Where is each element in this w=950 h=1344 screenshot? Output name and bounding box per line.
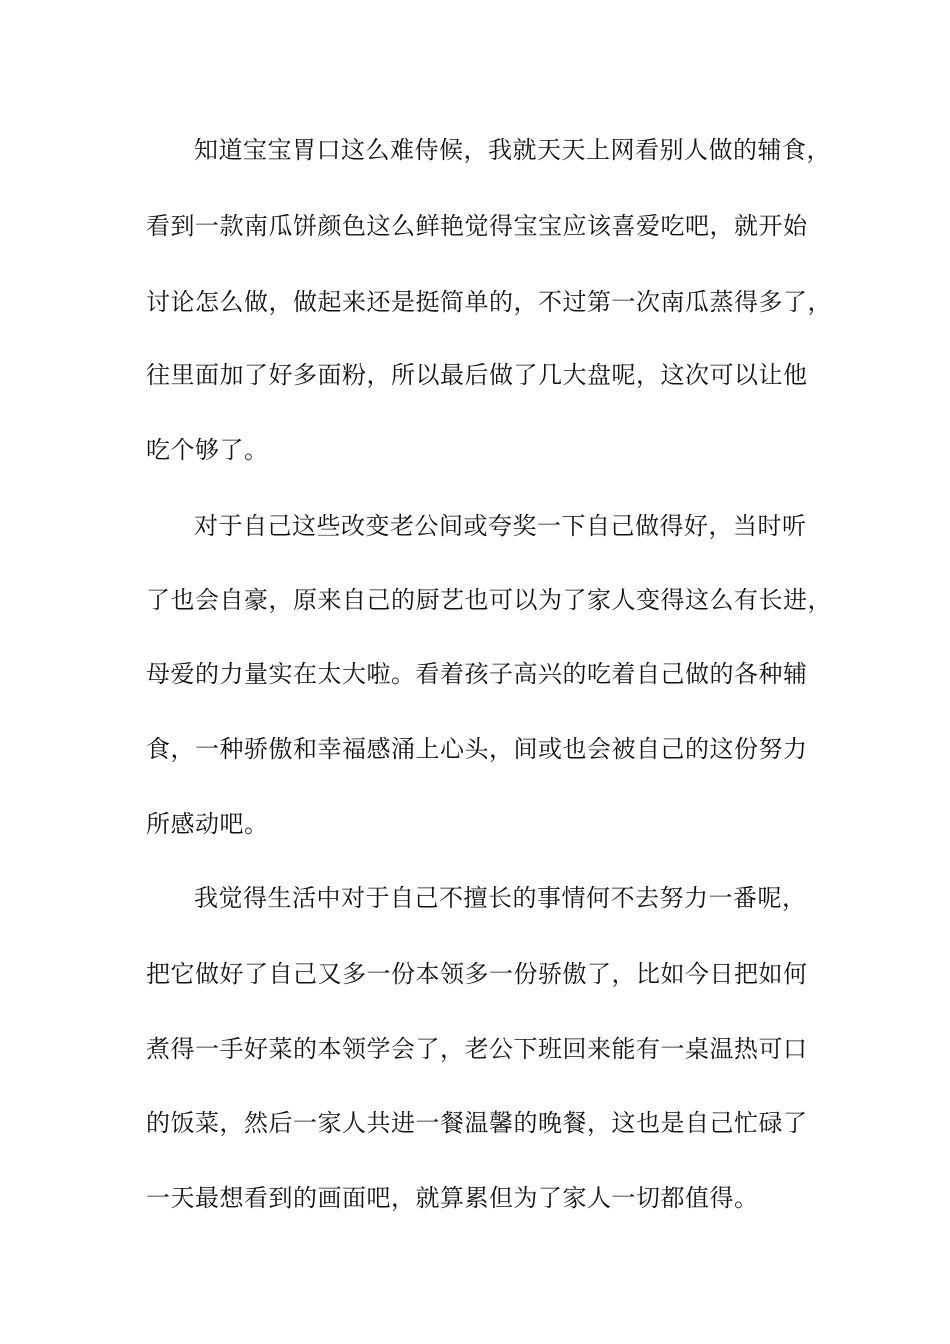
- paragraph-2-line-1: 对于自己这些改变老公间或夸奖一下自己做得好，当时听: [194, 512, 807, 540]
- paragraph-3-line-3: 煮得一手好菜的本领学会了，老公下班回来能有一桌温热可口: [146, 1035, 808, 1063]
- paragraph-2-line-3: 母爱的力量实在太大啦。看着孩子高兴的吃着自己做的各种辅: [146, 660, 808, 688]
- paragraph-2-line-5: 所感动吧。: [146, 810, 269, 838]
- paragraph-2-line-2: 了也会自豪，原来自己的厨艺也可以为了家人变得这么有长进，: [146, 586, 832, 614]
- paragraph-3-line-2: 把它做好了自己又多一份本领多一份骄傲了，比如今日把如何: [146, 960, 808, 988]
- paragraph-1-line-1: 知道宝宝胃口这么难侍候，我就天天上网看别人做的辅食，: [194, 136, 831, 164]
- paragraph-1-line-3: 讨论怎么做，做起来还是挺简单的，不过第一次南瓜蒸得多了，: [146, 288, 832, 316]
- paragraph-1-line-5: 吃个够了。: [146, 436, 269, 464]
- paragraph-1-line-4: 往里面加了好多面粉，所以最后做了几大盘呢，这次可以让他: [146, 361, 808, 389]
- paragraph-3-line-5: 一天最想看到的画面吧，就算累但为了家人一切都值得。: [146, 1184, 759, 1212]
- paragraph-3-line-1: 我觉得生活中对于自己不擅长的事情何不去努力一番呢，: [194, 884, 807, 912]
- paragraph-2-line-4: 食，一种骄傲和幸福感涌上心头，间或也会被自己的这份努力: [146, 735, 808, 763]
- paragraph-1-line-2: 看到一款南瓜饼颜色这么鲜艳觉得宝宝应该喜爱吃吧，就开始: [146, 212, 808, 240]
- paragraph-3-line-4: 的饭菜，然后一家人共进一餐温馨的晚餐，这也是自己忙碌了: [146, 1109, 808, 1137]
